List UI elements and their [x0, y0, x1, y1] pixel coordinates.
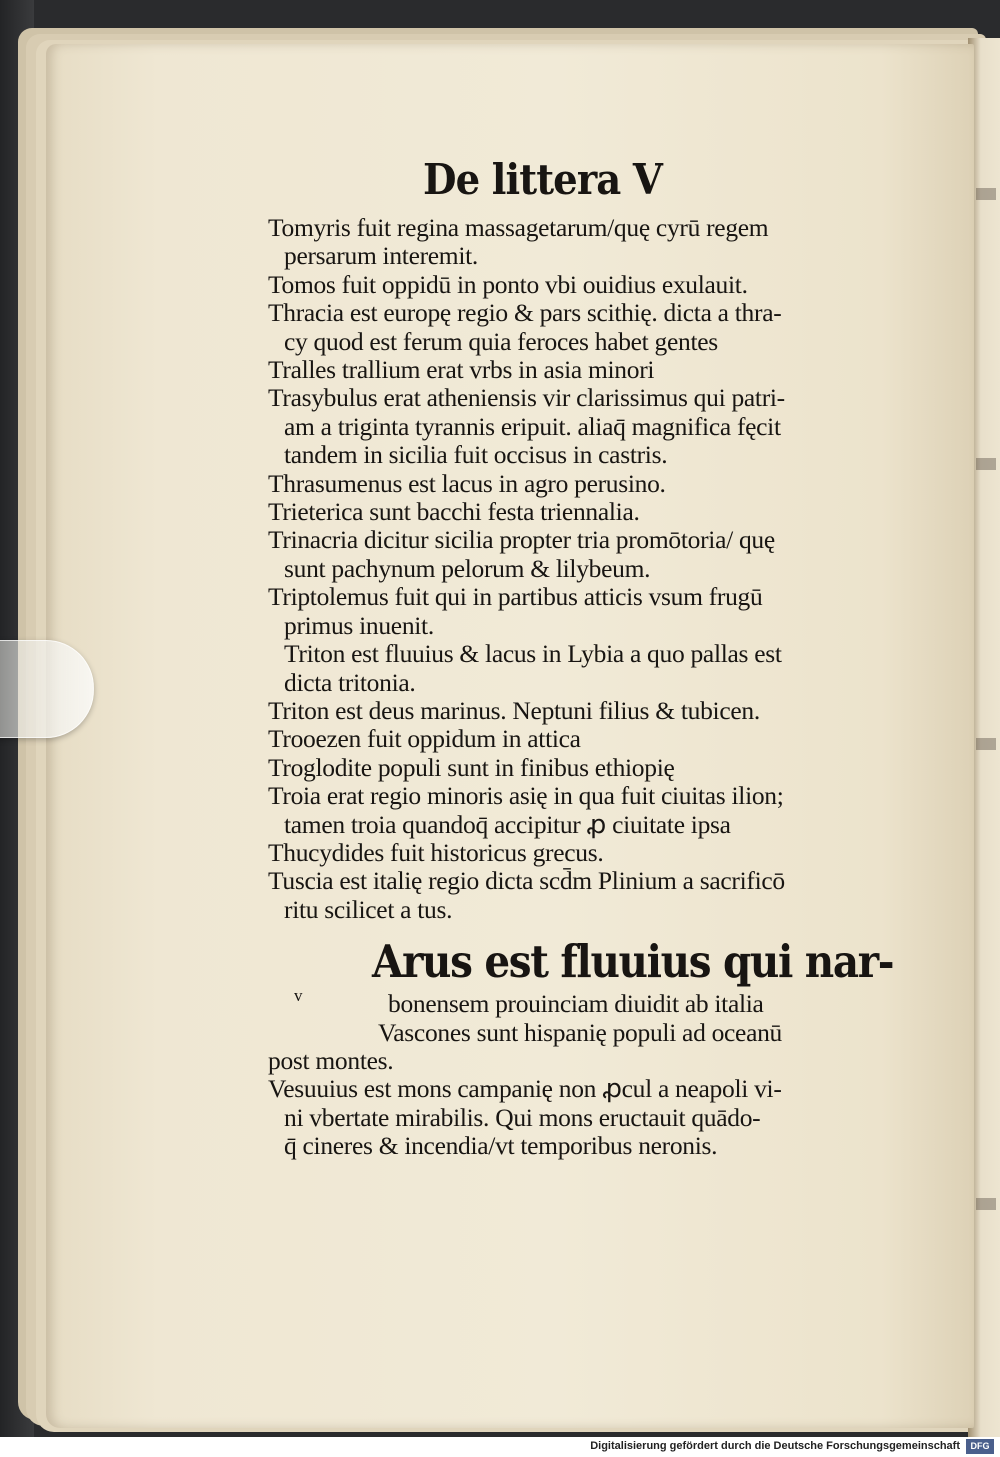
initial-row — [268, 986, 868, 1019]
text-line: Tralles trallium erat vrbs in asia minori — [268, 355, 655, 385]
footer-credit: Digitalisierung gefördert durch die Deutsche Forschungsgemeinschaft — [590, 1440, 960, 1452]
text-line: Troglodite populi sunt in finibus ethiopię — [268, 752, 675, 782]
text-line: Thracia est europę regio & pars scithię. dicta a thra- — [268, 298, 782, 328]
footer-bar — [0, 1437, 1000, 1457]
text-line: Tomos fuit oppidū in ponto vbi ouidius exulauit. — [268, 269, 748, 299]
text-line: tamen troia quandoq̄ accipitur ꝓ ciuitate ipsa — [284, 809, 731, 839]
text-line: Vesuuius est mons campanię non ꝓcul a neapoli vi- — [268, 1074, 782, 1104]
text-line: ni vbertate mirabilis. Qui mons eructauit quādo- — [284, 1102, 761, 1132]
page-text-block — [268, 150, 894, 1161]
text-line: am a triginta tyrannis eripuit. aliaq̄ magnifica fęcit — [284, 411, 781, 441]
text-line: Trasybulus erat atheniensis vir clarissimus qui patri- — [268, 383, 785, 413]
text-line: post montes. — [268, 1045, 394, 1075]
text-line: bonensem prouinciam diuidit ab italia — [388, 989, 764, 1019]
text-line: sunt pachynum pelorum & lilybeum. — [284, 553, 651, 583]
text-line: Tuscia est italię regio dicta scd̄m Plinium a sacrificō — [268, 866, 785, 896]
text-line: Trooezen fuit oppidum in attica — [268, 724, 581, 754]
text-line: tandem in sicilia fuit occisus in castris. — [284, 440, 668, 470]
text-line: Triton est fluuius & lacus in Lybia a quo pallas est — [284, 639, 782, 669]
text-line: persarum interemit. — [284, 241, 478, 271]
text-line: Vascones sunt hispanię populi ad oceanū — [378, 1017, 782, 1047]
text-line: cy quod est ferum quia feroces habet gentes — [284, 326, 718, 356]
page-clip — [0, 640, 94, 738]
text-line: Trieterica sunt bacchi festa triennalia. — [268, 497, 640, 527]
dfg-logo: DFG — [966, 1439, 994, 1454]
text-line: q̄ cineres & incendia/vt temporibus neronis. — [284, 1131, 718, 1161]
text-line: ritu scilicet a tus. — [284, 894, 453, 924]
text-line: Tomyris fuit regina massagetarum/quę cyrū regem — [268, 213, 769, 242]
text-line: Triptolemus fuit qui in partibus atticis vsum frugū — [268, 582, 763, 612]
entries-before — [268, 214, 868, 924]
entries-after — [268, 1019, 868, 1161]
large-heading: Arus est fluuius qui nar- — [372, 935, 894, 989]
text-line: Thrasumenus est lacus in agro perusino. — [268, 468, 666, 498]
text-line: Troia erat regio minoris asię in qua fuit ciuitas ilion; — [268, 781, 784, 811]
section-heading: De littera V — [423, 155, 662, 204]
text-line: dicta tritonia. — [284, 667, 416, 697]
text-line: Triton est deus marinus. Neptuni filius & tubicen. — [268, 695, 760, 725]
text-line: Trinacria dicitur sicilia propter tria promōtoria/ quę — [268, 525, 775, 555]
text-line: Thucydides fuit historicus grecus. — [268, 837, 604, 867]
text-line: primus inuenit. — [284, 610, 434, 640]
guide-letter: v — [294, 986, 303, 1006]
